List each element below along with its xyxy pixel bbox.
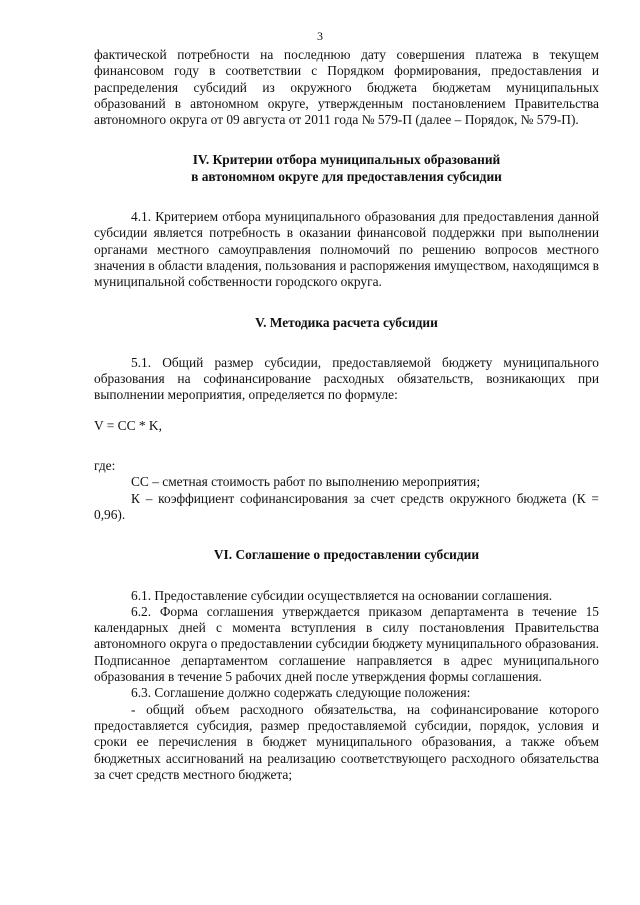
document-body bbox=[94, 47, 599, 783]
paragraph-5-1: 5.1. Общий размер субсидии, предоставляемой бюджету муниципального образования на софинансирование расходных обязательств, возникающих при выполнении мероприятия, определяется по формуле: bbox=[94, 354, 599, 403]
definition-cc: СС – сметная стоимость работ по выполнению мероприятия; bbox=[131, 474, 481, 490]
paragraph-6-3: 6.3. Соглашение должно содержать следующие положения: bbox=[131, 685, 471, 701]
intro-paragraph: фактической потребности на последнюю дату совершения платежа в текущем финансовом году в соответствии с Порядком формирования, предоставления и распределения субсидий из окружного бюджета бюджетам муниципальных образований в автономном округе, утвержденным постановлением Правительства автономного округа от 09 августа от 2011 года № 579-П (далее – Порядок, № 579-П). bbox=[94, 47, 599, 128]
paragraph-6-2: 6.2. Форма соглашения утверждается приказом департамента в течение 15 календарных дней с момента вступления в силу постановления Правительства автономного округа о предоставлении субсидии бюджету муниципального образования. Подписанное департаментом соглашение направляется в адрес муниципального образования в течение 5 рабочих дней после утверждения формы соглашения. bbox=[94, 603, 599, 685]
section-4-heading-line-1: IV. Критерии отбора муниципальных образований bbox=[192, 152, 501, 168]
subsidy-formula: V = CC * K, bbox=[94, 417, 162, 433]
paragraph-4-1: 4.1. Критерием отбора муниципального образования для предоставления данной субсидии является потребность в оказании финансовой поддержки при выполнении органами местного самоуправления полномочий по решению вопросов местного значения в области владения, пользования и распоряжения имуществом, находящимся в муниципальной собственности городского округа. bbox=[94, 209, 599, 290]
section-6-heading: VI. Соглашение о предоставлении субсидии bbox=[213, 547, 480, 563]
where-label: где: bbox=[94, 458, 116, 474]
section-5-heading: V. Методика расчета субсидии bbox=[255, 314, 438, 330]
section-4-heading-line-2: в автономном округе для предоставления субсидии bbox=[191, 168, 502, 184]
definition-k: К – коэффициент софинансирования за счет средств окружного бюджета (К = 0,96). bbox=[94, 490, 599, 522]
paragraph-6-1: 6.1. Предоставление субсидии осуществляется на основании соглашения. bbox=[131, 587, 553, 603]
section-4-heading bbox=[94, 152, 599, 185]
page-number: 3 bbox=[317, 29, 323, 43]
paragraph-6-3-item-1: - общий объем расходного обязательства, на софинансирование которого предоставляется субсидия, размер предоставляемой субсидии, порядок, условия и сроки ее перечисления в бюджет муниципального образования, а также объем бюджетных ассигнований на реализацию соответствующего расходного обязательства за счет средств местного бюджета; bbox=[94, 701, 599, 782]
